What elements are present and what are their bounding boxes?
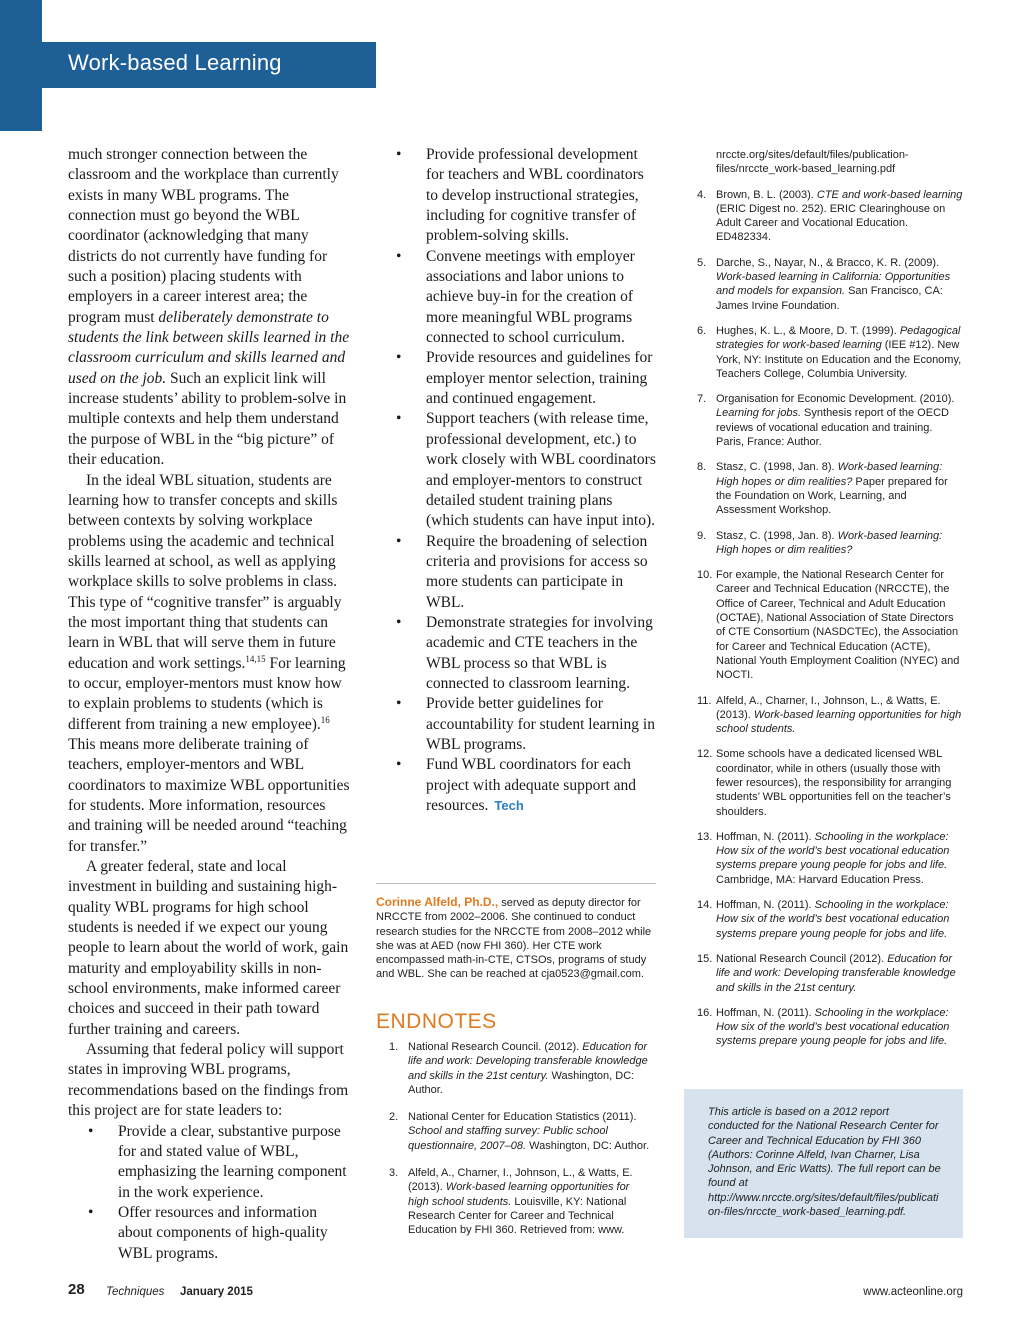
article-column-2 <box>396 145 658 816</box>
list-item: • Provide resources and guidelines for employer mentor selection, training and continued engagement. <box>396 348 658 409</box>
endnote-16: 16. Hoffman, N. (2011). Schooling in the workplace: How six of the world’s best vocational education systems prepare young people for jobs and life. <box>697 1006 950 1048</box>
divider-rule <box>376 883 656 884</box>
list-item: • Convene meetings with employer associations and labor unions to achieve buy-in for the creation of more meaningful WBL programs connected to school curriculum. <box>396 247 658 349</box>
citation-superscript: 16 <box>320 714 330 725</box>
list-item: • Support teachers (with release time, professional development, etc.) to work closely with WBL coordinators and employer-mentors to construct detailed student training plans (which students can have input into). <box>396 409 658 531</box>
header-accent-stripe <box>0 0 42 131</box>
report-source-box <box>684 1089 963 1238</box>
emphasis-text: deliberately demonstrate to students the link between skills learned in the classroom curriculum and skills learned and used on the job. <box>68 308 350 387</box>
endnote-15: 15. National Research Council (2012). Education for life and work: Developing transferable knowledge and skills in the 21st century. <box>697 952 956 994</box>
page-number: 28 <box>68 1281 85 1298</box>
endnote-5: 5. Darche, S., Nayar, N., & Bracco, K. R. (2009). Work-based learning in California: Opportunities and models for expansion. San Francisco, CA: James Irvine Foundation. <box>697 256 951 312</box>
list-item: • Offer resources and information about components of high-quality WBL programs. <box>88 1203 350 1264</box>
recommendation-list <box>88 1122 350 1264</box>
endnote-7: 7. Organisation for Economic Development. (2010). Learning for jobs. Synthesis report of the OECD reviews of vocational education and training. Paris, France: Author. <box>697 393 955 449</box>
endnote-6: 6. Hughes, K. L., & Moore, D. T. (1999). Pedagogical strategies for work-based learning (IEE #12). New York, NY: Institute on Education and the Economy, Teachers College, Columbia University. <box>697 324 962 380</box>
paragraph-2: In the ideal WBL situation, students are learning how to transfer concepts and skills between contexts by solving workplace problems using the academic and technical skills learned at school, as well as applying workplace skills to solve problems in class. This type of “cognitive transfer” is arguably the most important thing that students can learn in WBL that will serve them in future education and work settings.$^{14,15}$ For learning to occur, employer-mentors must know how to explain problems to students (which is different from training a new employee).$^{16}$ This means more deliberate training of teachers, employer-mentors and WBL coordinators to maximize WBL opportunities for students. More information, resources and training will be needed around “teaching for transfer.” <box>68 471 350 855</box>
website-url: www.acteonline.org <box>863 1286 963 1298</box>
endnote-10: 10. For example, the National Research Center for Career and Technical Education (NRCCTE), the Office of Career, Technical and Adult Education (OCTAE), National Association of State Directors of CTE Consortium (NASDCTEc), the Association for Career and Technical Education (ACTE), National Youth Employment Coalition (NYEC) and NOCTI. <box>697 569 960 682</box>
endnote-4: 4. Brown, B. L. (2003). CTE and work-based learning (ERIC Digest no. 252). ERIC Clearinghouse on Adult Career and Vocational Education. ED482334. <box>697 188 963 244</box>
endnote-3-continued: nrccte.org/sites/default/files/publication-files/nrccte_work-based_learning.pdf <box>716 149 909 176</box>
paragraph-1: much stronger connection between the classroom and the workplace than currently exists in many WBL programs. The connection must go beyond the WBL coordinator (acknowledging that many districts do not currently have funding for such a position) placing students with employers in a career interest area; the program must deliberately demonstrate to students the link between skills learned in the classroom curriculum and skills learned and used on the job. Such an explicit link will increase students’ ability to problem-solve in multiple contexts and help them understand the purpose of WBL in the “big picture” of their education. <box>68 146 350 469</box>
endnote-12: 12. Some schools have a dedicated licensed WBL coordinator, while in others (usually those with fewer resources), the responsibility for arranging students’ WBL opportunities fell on the teacher’s shoulders. <box>697 748 952 818</box>
list-item: • Require the broadening of selection criteria and provisions for access so more students can participate in WBL. <box>396 532 658 613</box>
list-item: • Demonstrate strategies for involving academic and CTE teachers in the WBL process so that WBL is connected to classroom learning. <box>396 613 658 694</box>
endnote-1: 1. National Research Council. (2012). Education for life and work: Developing transferable knowledge and skills in the 21st century. Washington, DC: Author. <box>389 1041 648 1096</box>
paragraph-3: A greater federal, state and local investment in building and sustaining high-quality WBL programs for high school students is needed if we expect our young people to learn about the world of work, gain maturity and employability skills in non-school environments, make informed career choices and succeed in their path toward further training and careers. <box>68 858 349 1038</box>
issue-date: January 2015 <box>180 1286 253 1298</box>
article-column-1 <box>68 145 350 1264</box>
endnotes-heading: ENDNOTES <box>376 1010 497 1033</box>
endnote-9: 9. Stasz, C. (1998, Jan. 8). Work-based learning: High hopes or dim realities? <box>697 529 943 556</box>
citation-superscript: 14,15 <box>245 653 266 664</box>
author-bio-text: served as deputy director for NRCCTE from 2002–2006. She continued to conduct research studies for the NRCCTE from 2008–2012 while she was at AED (now FHI 360). Her CTE work encompassed math-in-CTE, CTSOs, programs of study and WBL. She can be reached at cja0523@gmail.com. <box>376 897 652 981</box>
endnote-13: 13. Hoffman, N. (2011). Schooling in the workplace: How six of the world’s best vocational education systems prepare young people for jobs and life. Cambridge, MA: Harvard Education Press. <box>697 830 950 886</box>
endnote-14: 14. Hoffman, N. (2011). Schooling in the workplace: How six of the world’s best vocational education systems prepare young people for jobs and life. <box>697 899 950 940</box>
endnotes-list-a <box>389 1040 651 1251</box>
list-item-last: • Fund WBL coordinators for each project with adequate support and resources. Tech <box>396 755 658 816</box>
tech-end-mark: Tech <box>494 798 524 813</box>
author-bio <box>376 895 658 982</box>
endnote-11: 11. Alfeld, A., Charner, I., Johnson, L., & Watts, E. (2013). Work-based learning opportunities for high school students. <box>697 694 962 736</box>
section-title: Work-based Learning <box>68 50 282 75</box>
list-item: • Provide better guidelines for accountability for student learning in WBL programs. <box>396 694 658 755</box>
list-item: • Provide a clear, substantive purpose for and stated value of WBL, emphasizing the learning component in the work experience. <box>88 1122 350 1203</box>
report-source-text: This article is based on a 2012 report conducted for the National Research Center for Career and Technical Education by FHI 360 (Authors: Corinne Alfeld, Ivan Charner, Lisa Johnson, and Eric Watts). The full report can be found at http://www.nrccte.org/sites/default/files/publication-files/nrccte_work-based_learning.pdf. <box>708 1106 941 1219</box>
author-name: Corinne Alfeld, Ph.D., <box>376 895 499 909</box>
magazine-name: Techniques <box>106 1286 165 1298</box>
endnote-8: 8. Stasz, C. (1998, Jan. 8). Work-based learning: High hopes or dim realities? Paper prepared for the Foundation on Work, Learning, and Assessment Workshop. <box>697 461 948 517</box>
endnote-2: 2. National Center for Education Statistics (2011). School and staffing survey: Public school questionnaire, 2007–08. Washington, DC: Author. <box>389 1111 650 1152</box>
paragraph-4: Assuming that federal policy will support states in improving WBL programs, recommendations based on the findings from this project are for state leaders to: <box>68 1041 349 1120</box>
recommendation-list-continued <box>396 145 658 816</box>
endnote-3: 3. Alfeld, A., Charner, I., Johnson, L., & Watts, E. (2013). Work-based learning opportunities for high school students. Louisville, KY: National Research Center for Career and Technical Education by FHI 360. Retrieved from: www. <box>389 1167 633 1237</box>
list-item: • Provide professional development for teachers and WBL coordinators to develop instructional strategies, including for cognitive transfer of problem-solving skills. <box>396 145 658 247</box>
endnotes-list-b <box>697 148 963 1060</box>
